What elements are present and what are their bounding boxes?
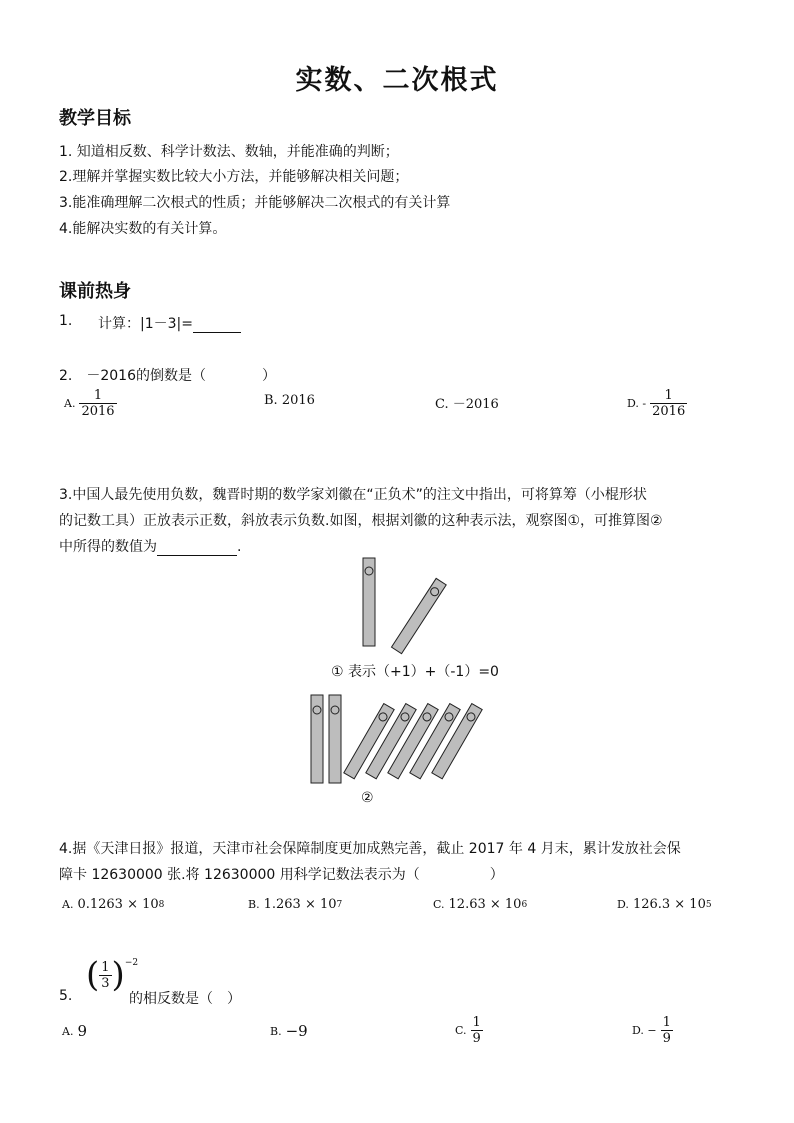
q3-answer-blank — [157, 541, 237, 556]
slanted-rods — [344, 704, 482, 779]
q4-line-2: 障卡 12630000 张.将 12630000 用科学记数法表示为（ ） — [59, 867, 504, 883]
q2-option-b: B. 2016 — [264, 393, 315, 408]
q5-option-d: D. − $\frac{1}{9}$ — [632, 1015, 671, 1046]
goal-item-1: 1. 知道相反数、科学计数法、数轴，并能准确的判断； — [59, 144, 399, 160]
q5-power-base: ( $\frac{1}{3}$ ) — [86, 955, 125, 995]
q3-line-1: 3.中国人最先使用负数，魏晋时期的数学家刘徽在“正负术”的注文中指出，可将算筹（小棍形状 — [59, 487, 647, 503]
q3-line-2: 的记数工具）正放表示正数，斜放表示负数.如图，根据刘徽的这种表示法，观察图①，可推算图② — [59, 513, 663, 529]
q5-expression — [86, 955, 139, 995]
figure-1-caption: ① 表示（+1）+（-1）=0 — [331, 664, 499, 680]
goals-heading: 教学目标 — [59, 108, 131, 129]
figure-2-caption: ② — [361, 790, 374, 806]
q4-option-b: B. 1.263 × 10 7 — [248, 897, 343, 912]
q4-option-a: A. 0.1263 × 10 8 — [62, 897, 165, 912]
page-title: 实数、二次根式 — [295, 65, 499, 96]
q5-option-c: C. $\frac{1}{9}$ — [455, 1015, 481, 1046]
figure-2-rods — [305, 690, 490, 790]
q1-text: 计算：|1－3|= — [98, 316, 193, 332]
q5-number: 5. — [59, 988, 73, 1004]
q2-option-c: C. －2016 — [435, 397, 499, 412]
q5-option-b: B. −9 — [270, 1022, 308, 1040]
q5-option-a: A. 9 — [62, 1022, 87, 1040]
q2-text: 2. －2016的倒数是（ ） — [59, 368, 276, 384]
q1 — [98, 313, 241, 333]
slanted-rod — [391, 578, 446, 653]
q2-option-d-fraction: $\frac{1}{2016}$ — [652, 388, 686, 419]
q4-line-1: 4.据《天津日报》报道，天津市社会保障制度更加成熟完善，截止 2017 年 4 月末，累计发放社会保 — [59, 841, 681, 857]
q5-text: 的相反数是（ ） — [129, 991, 241, 1007]
upright-rods — [311, 695, 341, 783]
q2-option-d: D. - $\frac{1}{2016}$ — [627, 388, 686, 419]
q3-line-3: 中所得的数值为 . — [59, 539, 242, 555]
q1-number: 1. — [59, 313, 73, 329]
goal-item-2: 2.理解并掌握实数比较大小方法，并能够解决相关问题； — [59, 169, 409, 185]
q4-option-d: D. 126.3 × 10 5 — [617, 897, 712, 912]
q4-option-c: C. 12.63 × 10 6 — [433, 897, 528, 912]
figure-1-rods — [355, 555, 455, 660]
q5-exponent: −2 — [124, 958, 139, 968]
warmup-heading: 课前热身 — [59, 281, 131, 302]
goal-item-4: 4.能解决实数的有关计算。 — [59, 221, 227, 237]
goal-item-3: 3.能准确理解二次根式的性质；并能够解决二次根式的有关计算 — [59, 195, 451, 211]
q2-option-a: A. $\frac{1}{2016}$ — [64, 388, 115, 419]
q1-answer-blank — [193, 318, 241, 333]
q2-option-a-fraction: $\frac{1}{2016}$ — [81, 388, 115, 419]
